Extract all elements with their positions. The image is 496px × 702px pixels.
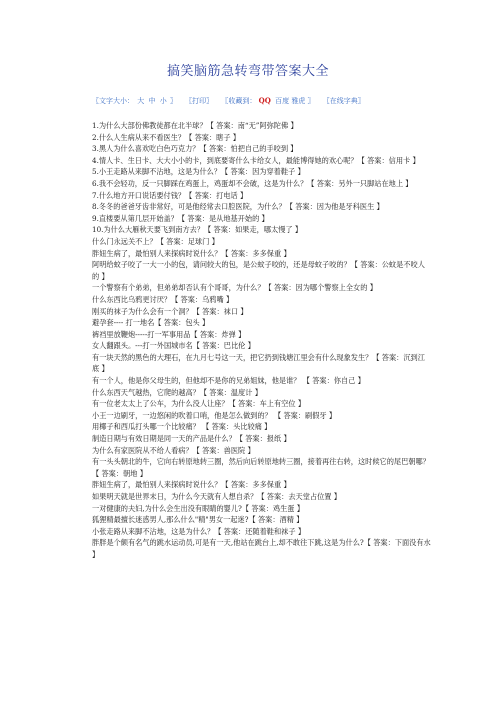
riddle-line: 什么东西比乌鸦更讨厌？【 答案：乌鸦嘴 】 bbox=[92, 294, 234, 304]
riddle-line: 1.为什么大部份佛教徒都在北半球？【 答案：南“无”阿弥陀佛 】 bbox=[92, 121, 298, 130]
riddle-line: 一对健康的夫妇,为什么会生出没有眼睛的婴儿?【 答案：鸡生蛋 】 bbox=[92, 503, 304, 513]
font-size-label: 〖文字大小： bbox=[92, 97, 134, 105]
font-size-small-link[interactable]: 小 bbox=[159, 97, 167, 105]
riddle-line: 有一个人，他是你父母生的，但他却不是你的兄弟姐妹，他是谁？ 【 答案：你自己 】 bbox=[92, 376, 365, 386]
riddle-line: 胖妞生病了，最怕别人来探病时说什么？【 答案：多多保重 】 bbox=[92, 248, 291, 258]
riddle-line: 2.什么人生病从来不看医生？【 答案：瞎子 】 bbox=[92, 132, 240, 142]
bookmark-baidu-link[interactable]: 百度 bbox=[275, 97, 290, 105]
riddle-line: 4.情人卡、生日卡、大大小小的卡，到底要寄什么卡给女人，最能博得她的欢心呢？【 答案：信用卡 】 bbox=[92, 155, 420, 165]
riddle-line: 制造日期与有效日期是同一天的产品是什么？【 答案：报纸 】 bbox=[92, 434, 291, 444]
riddle-line: 避孕套---- 打一地名【 答案：包头 】 bbox=[92, 318, 210, 328]
riddle-line: 什么东西天气越热，它爬的越高？【 答案：温度计 】 bbox=[92, 387, 262, 397]
riddle-line: 如果明天就是世界末日，为什么今天就有人想自杀？【 答案：去天堂占位置 】 bbox=[92, 492, 341, 501]
riddle-line: 10.为什么大雁秋天要飞到南方去？【 答案：如果走，哪太慢了 】 bbox=[92, 225, 303, 235]
bookmark-close-bracket: 〗 bbox=[307, 97, 315, 105]
riddle-line: 裤裆里放鞭炮-----打一军事用品【 答案：炸弹 】 bbox=[92, 329, 246, 339]
font-size-close-bracket: 〗 bbox=[169, 97, 177, 105]
qq-icon[interactable]: QQ bbox=[258, 96, 271, 105]
riddle-line: 小张走路从来脚不沾地，这是为什么？【 答案：还随着鞋和袜子 】 bbox=[92, 526, 306, 536]
riddle-line: 9.直楼要从第几层开始盖？【 答案：是从地基开始的 】 bbox=[92, 213, 269, 223]
riddle-line: 阿明给蚊子咬了一大一小的包，请问较大的包，是公蚊子咬的，还是母蚊子咬的？【 答案：公蚊是不咬人的 】 bbox=[92, 260, 425, 281]
riddle-line: 8.冬冬的爸爸牙齿非常好，可是他经常去口腔医院，为什么？【 答案：因为他是牙科医生 】 bbox=[92, 202, 384, 212]
bookmark-control bbox=[221, 97, 316, 105]
riddle-line: 有一块天然的黑色的大理石，在九月七号这一天，把它扔到钱塘江里会有什么现象发生？【 答案：沉到江底 】 bbox=[92, 352, 425, 374]
bookmark-yahoo-link[interactable]: 雅虎 bbox=[291, 97, 306, 105]
riddle-line: 小王一边刷牙，一边悠闲的吹着口哨，他是怎么做到的？ 【 答案：刷假牙 】 bbox=[92, 410, 337, 420]
riddle-line: 什么门永远关不上？【 答案：足球门 】 bbox=[92, 236, 219, 246]
riddle-line: 一个警察有个弟弟，但弟弟却否认有个哥哥，为什么？【 答案：因为哪个警察上全女的 】 bbox=[92, 283, 377, 293]
riddle-list bbox=[92, 120, 432, 561]
riddle-line: 6.我不会轻功，反一只脚踩在鸡蛋上，鸡蛋却不会破，这是为什么？【 答案：另外一只脚站在地上 】 bbox=[92, 178, 413, 188]
riddle-line: 用椰子和西瓜打头哪一个比较痛？ 【 答案：头比较痛 】 bbox=[92, 422, 272, 432]
font-size-medium-link[interactable]: 中 bbox=[148, 97, 156, 105]
riddle-line: 7.什么地方开口说话要付钱？【 答案：打电话 】 bbox=[92, 190, 248, 200]
page-title: 搞笑脑筋急转弯带答案大全 bbox=[166, 64, 329, 79]
online-dictionary-link[interactable]: 〖在线字典〗 bbox=[322, 97, 365, 105]
riddle-line: 狐狸精最擅长迷惑男人,那么什么"精"男女一起迷?【 答案：酒精 】 bbox=[92, 515, 304, 525]
print-link[interactable]: 〖打印〗 bbox=[185, 97, 214, 105]
riddle-line: 胖妞生病了，最怕别人来探病时说什么？【 答案：多多保重 】 bbox=[92, 480, 291, 490]
font-size-large-link[interactable]: 大 bbox=[137, 97, 145, 105]
riddle-line: 有一头头朝北的牛，它向右转原地转三圈，然后向后转原地转三圈，接着再往右转，这时候它的尾巴朝哪？【 答案：朝地 】 bbox=[92, 457, 430, 478]
font-size-control bbox=[92, 97, 179, 105]
riddle-line: 刚买的袜子为什么会有一个洞？【 答案：袜口 】 bbox=[92, 306, 248, 316]
riddle-line: 有一位老太太上了公车，为什么没人让座？【 答案：车上有空位 】 bbox=[92, 399, 306, 409]
riddle-line: 为什么有家医院从不给人看病？【 答案：兽医院 】 bbox=[92, 445, 255, 455]
article-toolbar bbox=[92, 96, 371, 106]
riddle-line: 女人翻跟头。---打一外国城市名【 答案：巴比伦 】 bbox=[92, 341, 255, 351]
riddle-line: 3.黑人为什么喜欢吃白色巧克力？【 答案：怕把自己的手咬到 】 bbox=[92, 144, 298, 154]
bookmark-label: 〖收藏到： bbox=[221, 97, 257, 105]
riddle-line: 胖胖是个颇有名气的跳水运动员,可是有一天,他站在跳台上,却不敢往下跳,这是为什么?【 答案：下面没有水 】 bbox=[92, 538, 431, 559]
riddle-line: 5.小王走路从来脚不沾地，这是为什么？【 答案：因为穿着鞋子 】 bbox=[92, 167, 305, 177]
